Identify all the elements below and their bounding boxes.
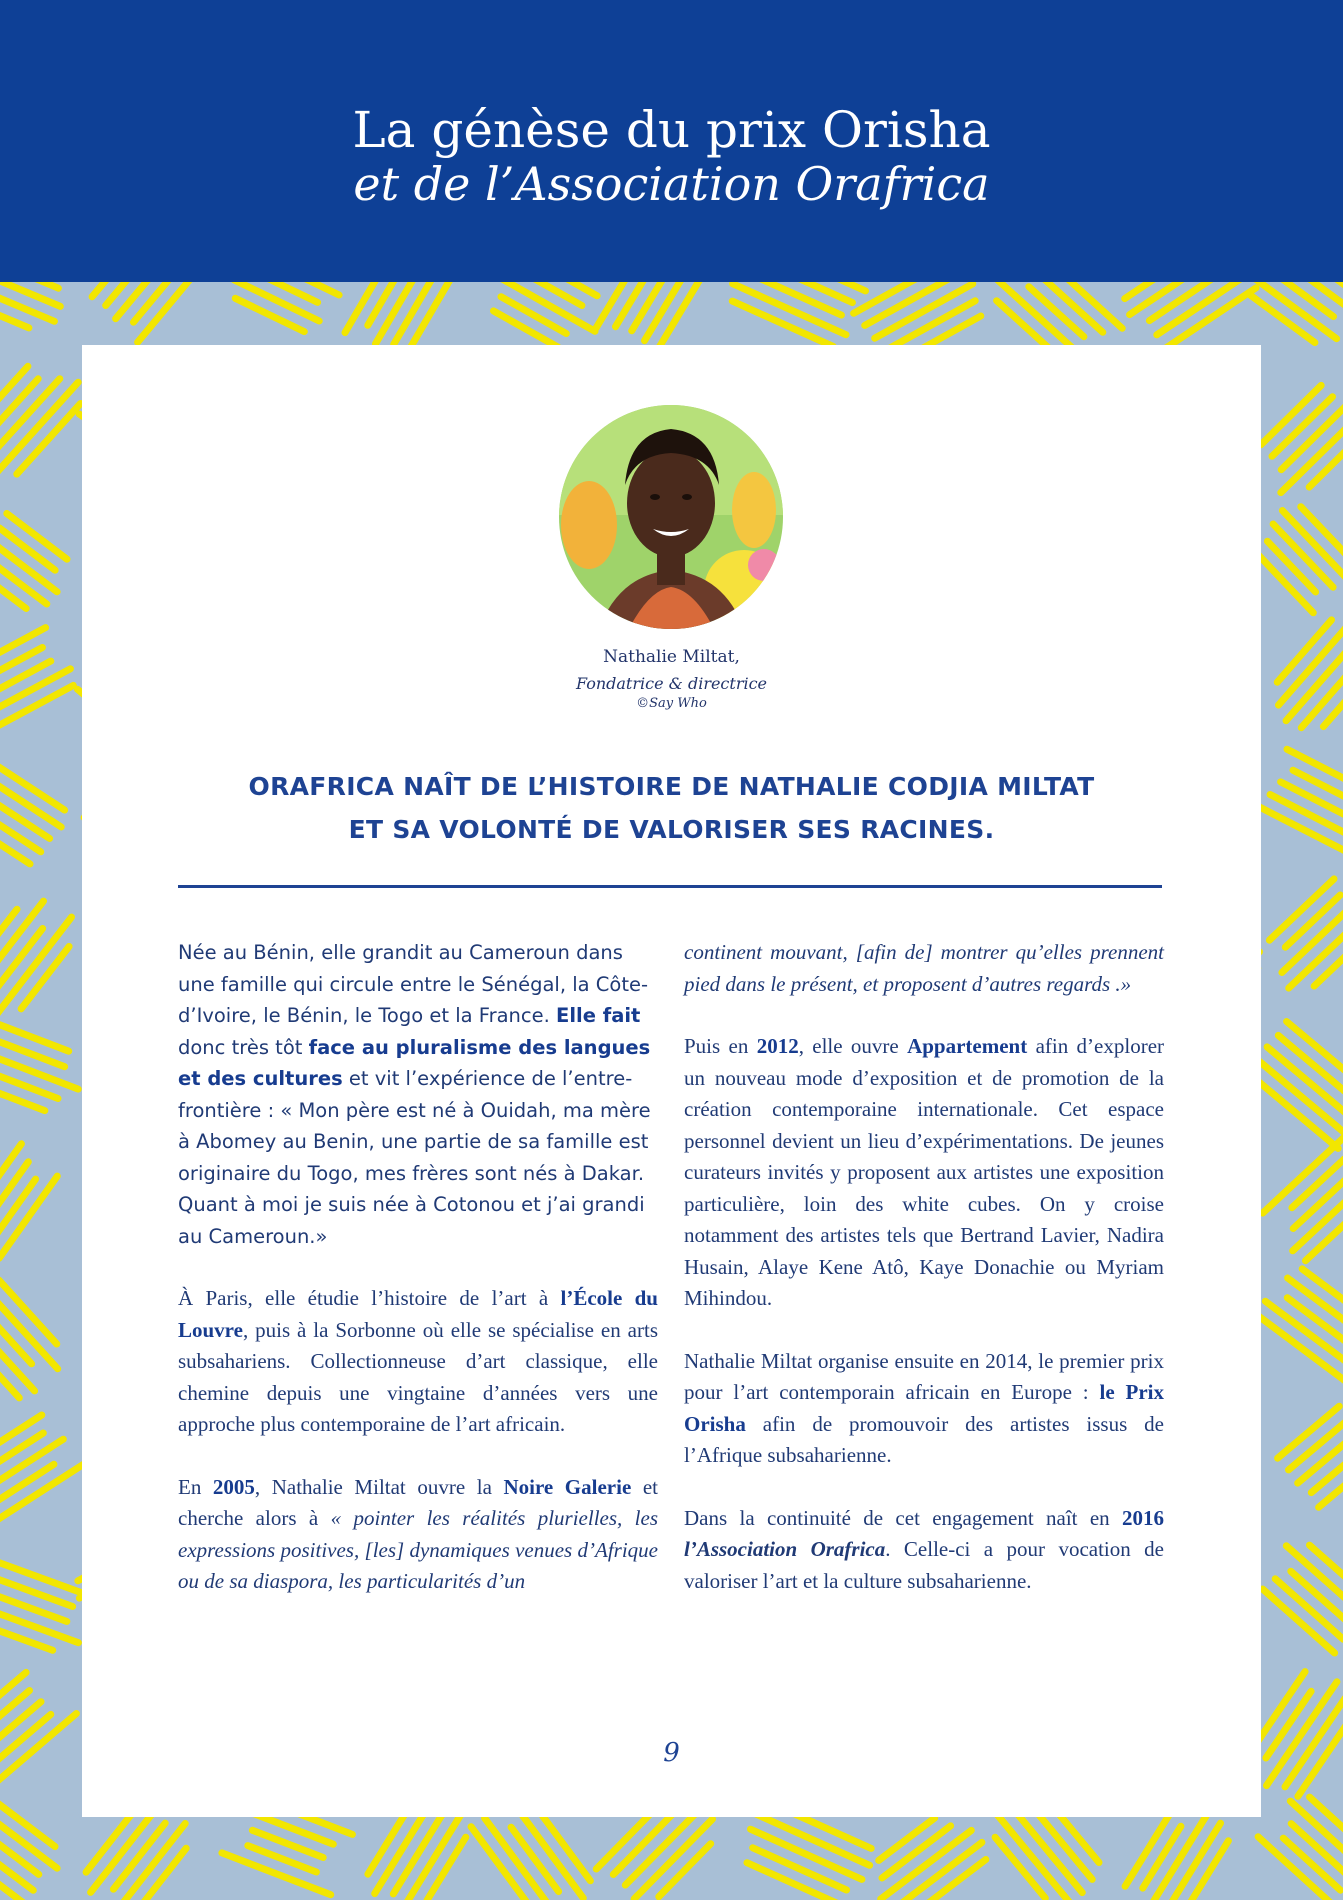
text-run: donc très tôt — [178, 1035, 309, 1059]
text-run: Nathalie Miltat organise ensuite en 2014, le premier prix pour l’art contemporain africain en Europe : — [684, 1348, 1164, 1404]
paragraph-association — [684, 1503, 1164, 1598]
stripe-mark — [1143, 1826, 1181, 1888]
stripe-mark — [494, 311, 559, 347]
bold-run: face au pluralisme des langues et des cultures — [178, 1035, 651, 1090]
headline-line1: ORAFRICA NAÎT DE L’HISTOIRE DE NATHALIE CODJIA MILTAT — [248, 772, 1095, 801]
bold-run: l’École du Louvre — [178, 1286, 658, 1342]
stripe-mark — [1267, 541, 1315, 592]
stripe-mark — [656, 282, 711, 353]
stripe-mark — [1310, 1797, 1343, 1860]
header-title-line2: et de l’Association Orafrica — [353, 157, 990, 211]
stripe-mark — [0, 528, 55, 570]
text-run: et vit l’expérience de l’entre-frontière : « Mon père est né à Ouidah, ma mère à Abomey au Benin, une partie de sa famille est originaire du Togo, mes frères sont nés à Dakar. Quant à moi je suis née à Cotonou et j’ai grandi au Cameroun.» — [178, 1067, 651, 1248]
page-header — [0, 0, 1343, 282]
content-card — [82, 345, 1261, 1817]
bold-run: Noire Galerie — [503, 1474, 632, 1499]
page-number: 9 — [663, 1738, 680, 1768]
portrait-photo — [559, 405, 783, 629]
bold-italic-run: l’Association Orafrica — [684, 1537, 886, 1561]
stripe-mark — [138, 282, 202, 342]
bold-run: 2012 — [756, 1034, 799, 1058]
text-run: Puis en — [684, 1034, 757, 1058]
bold-run: Elle fait — [556, 1004, 641, 1027]
stripe-mark — [427, 1837, 466, 1900]
bold-run: 2016 — [1122, 1505, 1164, 1530]
bold-run: 2005 — [212, 1474, 255, 1499]
text-run: Dans la continuité de cet engagement naît en — [684, 1505, 1122, 1530]
paragraph-prix-orisha — [684, 1346, 1164, 1472]
text-run: À Paris, elle étudie l’histoire de l’art à — [178, 1286, 561, 1310]
stripe-mark — [0, 767, 65, 810]
stripe-mark — [879, 1818, 935, 1860]
stripe-mark — [0, 1799, 55, 1847]
text-run: . Celle-ci a pour vocation de valoriser l’art et la culture subsaharienne. — [684, 1537, 1164, 1593]
text-run: Née au Bénin, elle grandit au Cameroun dans une famille qui circule entre le Sénégal, la Côte-d’Ivoire, le Bénin, le Togo et la France. — [178, 941, 649, 1027]
text-run: , elle ouvre — [798, 1034, 908, 1058]
stripe-mark — [634, 1819, 712, 1899]
stripe-mark — [1267, 1682, 1337, 1786]
left-text-column — [178, 937, 658, 1629]
paragraph-origins — [178, 937, 658, 1252]
portrait-caption-name: Nathalie Miltat, — [603, 647, 740, 667]
stripe-mark — [254, 1814, 333, 1845]
text-run: En — [178, 1474, 213, 1499]
italic-run: continent mouvant, [afin de] montrer qu’elles prennent pied dans le présent, et proposent d’autres regards .» — [684, 940, 1164, 996]
italic-run: « pointer les réalités plurielles, les expressions positives, [les] dynamiques venues d’Afrique ou de sa diaspora, les particularités d’un — [178, 1506, 658, 1593]
bold-run: Appartement — [907, 1034, 1028, 1058]
stripe-mark — [1249, 1074, 1338, 1149]
stripe-mark — [501, 297, 566, 334]
paragraph-appartement — [684, 1031, 1164, 1315]
stripe-mark — [1258, 1837, 1343, 1900]
portrait-caption-credit: ©Say Who — [636, 696, 707, 711]
portrait-caption-role: Fondatrice & directrice — [575, 674, 768, 693]
paragraph-noire-galerie — [178, 1472, 658, 1598]
section-headline — [82, 765, 1261, 851]
text-run: afin d’explorer un nouveau mode d’exposition et de promotion de la création contemporaine internationale. Cet espace personnel devient un lieu d’expérimentations. De jeunes curateurs invités y proposent aux artistes une exposition particulière, loin des white cubes. On y croise notamment des artistes tels que Bertrand Lavier, Nadira Husain, Alaye Kene Atô, Kaye Donachie ou Myriam Mihindou. — [684, 1034, 1165, 1310]
paragraph-studies — [178, 1283, 658, 1441]
stripe-mark — [235, 298, 304, 331]
right-text-column — [684, 937, 1164, 1628]
divider-rule — [178, 885, 1162, 888]
header-title-line1: La génèse du prix Orisha — [352, 101, 991, 159]
text-run: afin de promouvoir des artistes issus de l’Afrique subsaharienne. — [684, 1411, 1164, 1467]
text-run: , Nathalie Miltat ouvre la — [254, 1474, 504, 1499]
headline-line2: ET SA VOLONTÉ DE VALORISER SES RACINES. — [348, 815, 995, 844]
bold-run: le Prix Orisha — [684, 1380, 1164, 1436]
text-run: , puis à la Sorbonne où elle se spécialise en arts subsahariens. Collectionneuse d’art classique, elle chemine depuis une vingtaine d’années vers une approche plus contemporaine de l’art africain. — [178, 1317, 658, 1436]
stripe-mark — [1158, 1823, 1221, 1900]
stripe-mark — [0, 685, 73, 738]
text-run: et cherche alors à — [178, 1474, 659, 1530]
paragraph-quote-continued — [684, 937, 1164, 1000]
